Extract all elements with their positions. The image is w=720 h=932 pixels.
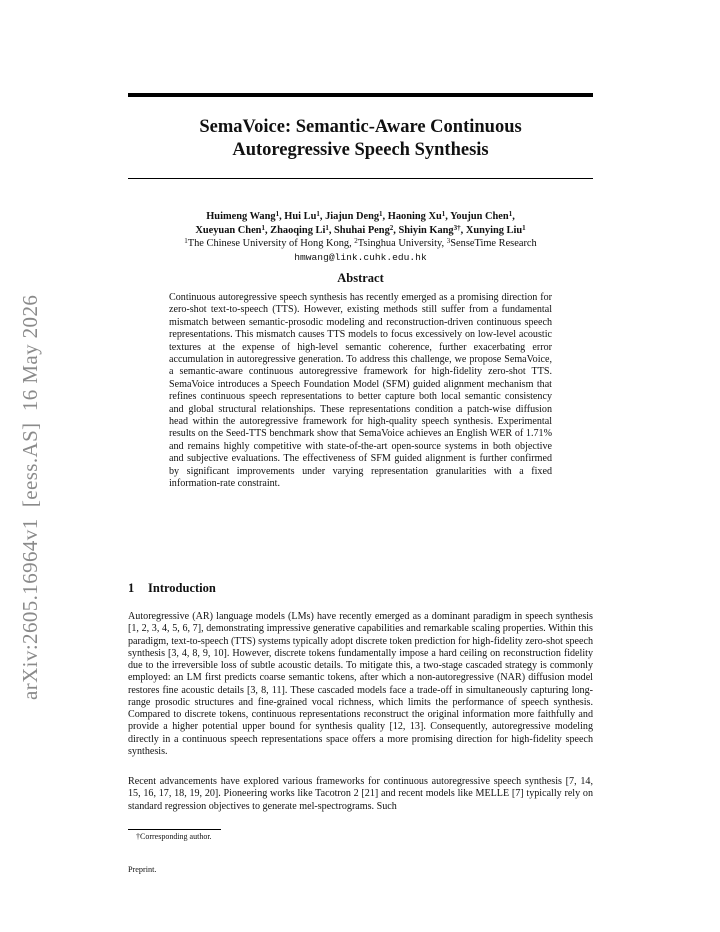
author: Haoning Xu	[387, 211, 442, 222]
paper-title	[128, 116, 593, 162]
title-line-1: SemaVoice: Semantic-Aware Continuous	[199, 117, 522, 137]
author-names: Huimeng Wang$^1$, Hui Lu$^1$, Jiajun Deng$^1$, Haoning Xu$^1$, Youjun Chen$^1$, Xueyuan Chen$^1$, Zhaoqing Li$^1$, Shuhai Peng$^2$, Shiyin Kang$^{3\dagger}$, Xunying Liu$^1$	[195, 210, 526, 236]
section-number: 1	[128, 581, 135, 595]
author: Zhaoqing Li	[270, 224, 326, 236]
author: Shiyin Kang	[398, 224, 454, 236]
author: Xueyuan Chen	[195, 224, 262, 236]
section-title: Introduction	[148, 581, 216, 595]
author: Huimeng Wang	[206, 211, 276, 222]
title-line-2: Autoregressive Speech Synthesis	[232, 140, 489, 160]
abstract-text: Continuous autoregressive speech synthesis has recently emerged as a promising direction for zero-shot text-to-speech (TTS). However, existing methods still suffer from a fundamental mismatch between semantic-prosodic modeling and reconstruction-driven continuous speech representations. This mismatch causes TTS models to focus excessively on low-level acoustic textures at the expense of high-level semantic coherence, further exacerbating error accumulation in autoregressive generation. To address this challenge, we propose SemaVoice, a semantic-aware continuous autoregressive framework for high-fidelity zero-shot TTS. SemaVoice introduces a Speech Foundation Model (SFM) guided alignment mechanism that refines continuous speech representations to better capture both local semantic consistency and global structural relationships. These representations condition a patch-wise diffusion head within the autoregressive framework for high-quality speech synthesis. Experimental results on the Seed-TTS benchmark show that SemaVoice achieves an English WER of 1.71% and remains highly competitive with state-of-the-art open-source systems in both objective and subjective evaluations. The effectiveness of SFM guided alignment is further confirmed by significant improvements under varying representation granularities with a fixed information-rate constraint.	[169, 292, 552, 490]
author: Xunying Liu	[465, 224, 523, 236]
affiliations: $^1$The Chinese University of Hong Kong, $^2$Tsinghua University, $^3$SenseTime Research	[184, 237, 537, 249]
title-bottom-rule	[128, 178, 593, 179]
intro-paragraph-1: Autoregressive (AR) language models (LMs) have recently emerged as a dominant paradigm in speech synthesis [1, 2, 3, 4, 5, 6, 7], demonstrating impressive generative capabilities and remarkable scaling properties. Within this paradigm, text-to-speech (TTS) systems typically adopt discrete token prediction for high-fidelity zero-shot speech synthesis [3, 4, 8, 9, 10]. However, discrete tokens fundamentally impose a hard ceiling on reconstruction fidelity due to the irreversible loss of subtle acoustic details. To mitigate this, a two-stage cascaded strategy is commonly employed: an LM first predicts coarse semantic tokens, after which a non-autoregressive (NAR) diffusion model restores fine acoustic details [3, 8, 11]. These cascaded models face a trade-off in simultaneously capturing long-range prosodic structures and fine-grained vocal richness, which limits the performance of speech synthesis. Compared to discrete tokens, continuous representations reconstruct the original information more faithfully and provide a higher potential upper bound for synthesis quality [12, 13]. Consequently, autoregressive modeling directly in a continuous speech representations space offers a more promising direction for high-fidelity speech synthesis.	[128, 611, 593, 757]
author-email[interactable]: hmwang@link.cuhk.edu.hk	[294, 251, 427, 263]
intro-paragraph-2: Recent advancements have explored various frameworks for continuous autoregressive speech synthesis [7, 14, 15, 16, 17, 18, 19, 20]. Pioneering works like Tacotron 2 [21] and recent models like MELLE [7] typically rely on standard regression objectives to generate mel-spectrograms. Such	[128, 776, 593, 812]
footnote: †Corresponding author.	[136, 832, 212, 841]
title-top-rule	[128, 93, 593, 97]
page-footer: Preprint.	[128, 865, 157, 874]
author: Shuhai Peng	[334, 224, 390, 236]
abstract-heading: Abstract	[337, 271, 384, 285]
arxiv-identifier-stamp: arXiv:2605.16964v1 [eess.AS] 16 May 2026	[18, 294, 42, 700]
author-block	[120, 210, 601, 264]
author: Hui Lu	[284, 211, 317, 222]
footnote-rule	[128, 829, 221, 830]
author: Jiajun Deng	[325, 211, 380, 222]
author: Youjun Chen	[450, 211, 509, 222]
section-heading-introduction	[128, 581, 593, 596]
